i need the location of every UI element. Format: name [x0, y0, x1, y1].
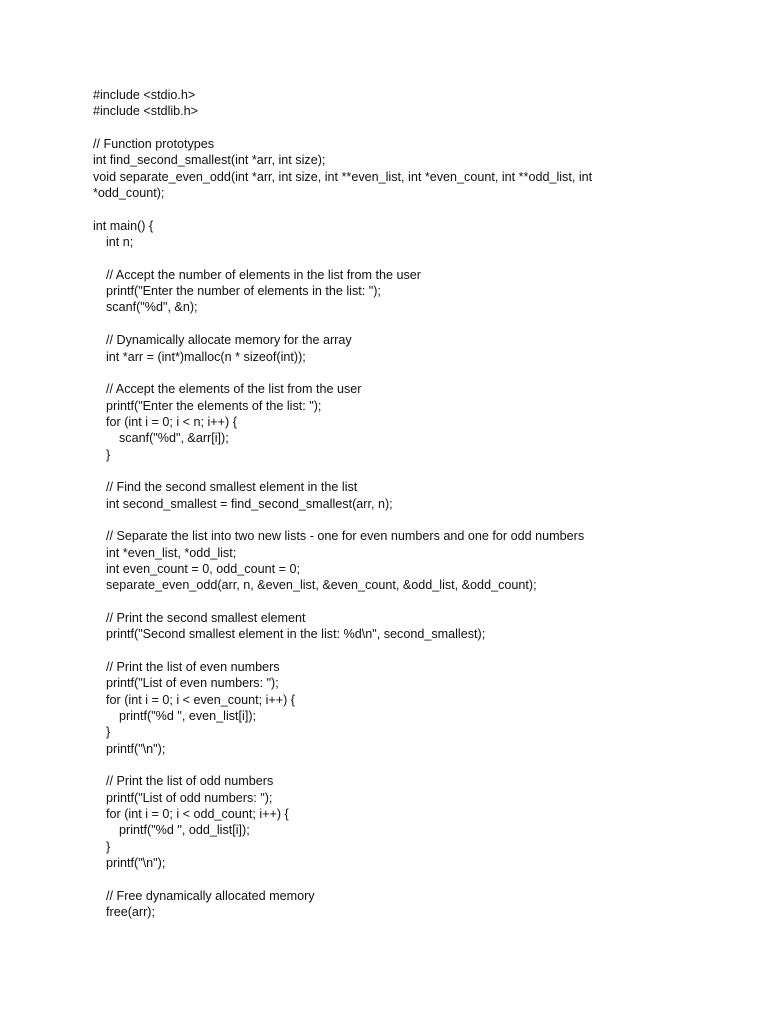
code-line: int find_second_smallest(int *arr, int size); — [93, 153, 326, 168]
blank-line — [93, 872, 733, 888]
code-line: printf("\n"); — [106, 856, 166, 871]
code-line: scanf("%d", &arr[i]); — [119, 431, 229, 446]
blank-line — [93, 463, 733, 479]
code-line: int *even_list, *odd_list; — [106, 545, 237, 560]
code-comment: // Separate the list into two new lists - one for even numbers and one for odd numbers — [106, 529, 585, 544]
blank-line — [93, 365, 733, 381]
code-line: printf("Second smallest element in the list: %d\n", second_smallest); — [106, 627, 486, 642]
code-line: void separate_even_odd(int *arr, int size, int **even_list, int *even_count, int **odd_list, int — [93, 169, 593, 184]
code-line: printf("Enter the number of elements in the list: "); — [106, 284, 381, 299]
blank-line — [93, 643, 733, 659]
code-line: free(arr); — [106, 905, 155, 920]
code-comment: // Accept the number of elements in the list from the user — [106, 267, 421, 282]
code-comment: // Print the list of odd numbers — [106, 774, 274, 789]
code-comment: // Accept the elements of the list from the user — [106, 382, 362, 397]
code-line: printf("Enter the elements of the list: "); — [106, 398, 322, 413]
code-line: int *arr = (int*)malloc(n * sizeof(int)); — [106, 349, 306, 364]
code-line: int main() { — [93, 218, 154, 233]
code-line: for (int i = 0; i < even_count; i++) { — [106, 692, 296, 707]
blank-line — [93, 316, 733, 332]
code-line: } — [106, 839, 111, 854]
code-line: #include <stdio.h> — [93, 88, 196, 102]
code-comment: // Function prototypes — [93, 137, 215, 152]
code-line: int even_count = 0, odd_count = 0; — [106, 561, 300, 576]
code-comment: // Print the list of even numbers — [106, 660, 280, 675]
code-line: int second_smallest = find_second_smallest(arr, n); — [106, 496, 393, 511]
blank-line — [93, 250, 733, 266]
blank-line — [93, 757, 733, 773]
code-line: } — [106, 725, 111, 740]
blank-line — [93, 594, 733, 610]
code-line: printf("\n"); — [106, 741, 166, 756]
code-line: for (int i = 0; i < odd_count; i++) { — [106, 807, 289, 822]
blank-line — [93, 201, 733, 217]
code-line: int n; — [106, 235, 134, 250]
code-listing — [93, 87, 733, 921]
code-comment: // Free dynamically allocated memory — [106, 888, 315, 903]
code-comment: // Find the second smallest element in the list — [106, 480, 358, 495]
code-comment: // Dynamically allocate memory for the array — [106, 333, 352, 348]
code-line: scanf("%d", &n); — [106, 300, 198, 315]
code-line: printf("List of even numbers: "); — [106, 676, 279, 691]
blank-line — [93, 512, 733, 528]
code-line: } — [106, 447, 111, 462]
code-comment: // Print the second smallest element — [106, 611, 306, 625]
code-line: for (int i = 0; i < n; i++) { — [106, 414, 237, 429]
code-line: separate_even_odd(arr, n, &even_list, &even_count, &odd_list, &odd_count); — [106, 578, 537, 593]
code-line: *odd_count); — [93, 186, 165, 201]
code-line: printf("List of odd numbers: "); — [106, 790, 273, 805]
code-line: printf("%d ", even_list[i]); — [119, 709, 257, 724]
blank-line — [93, 120, 733, 136]
code-line: #include <stdlib.h> — [93, 104, 199, 119]
code-line: printf("%d ", odd_list[i]); — [119, 823, 250, 838]
